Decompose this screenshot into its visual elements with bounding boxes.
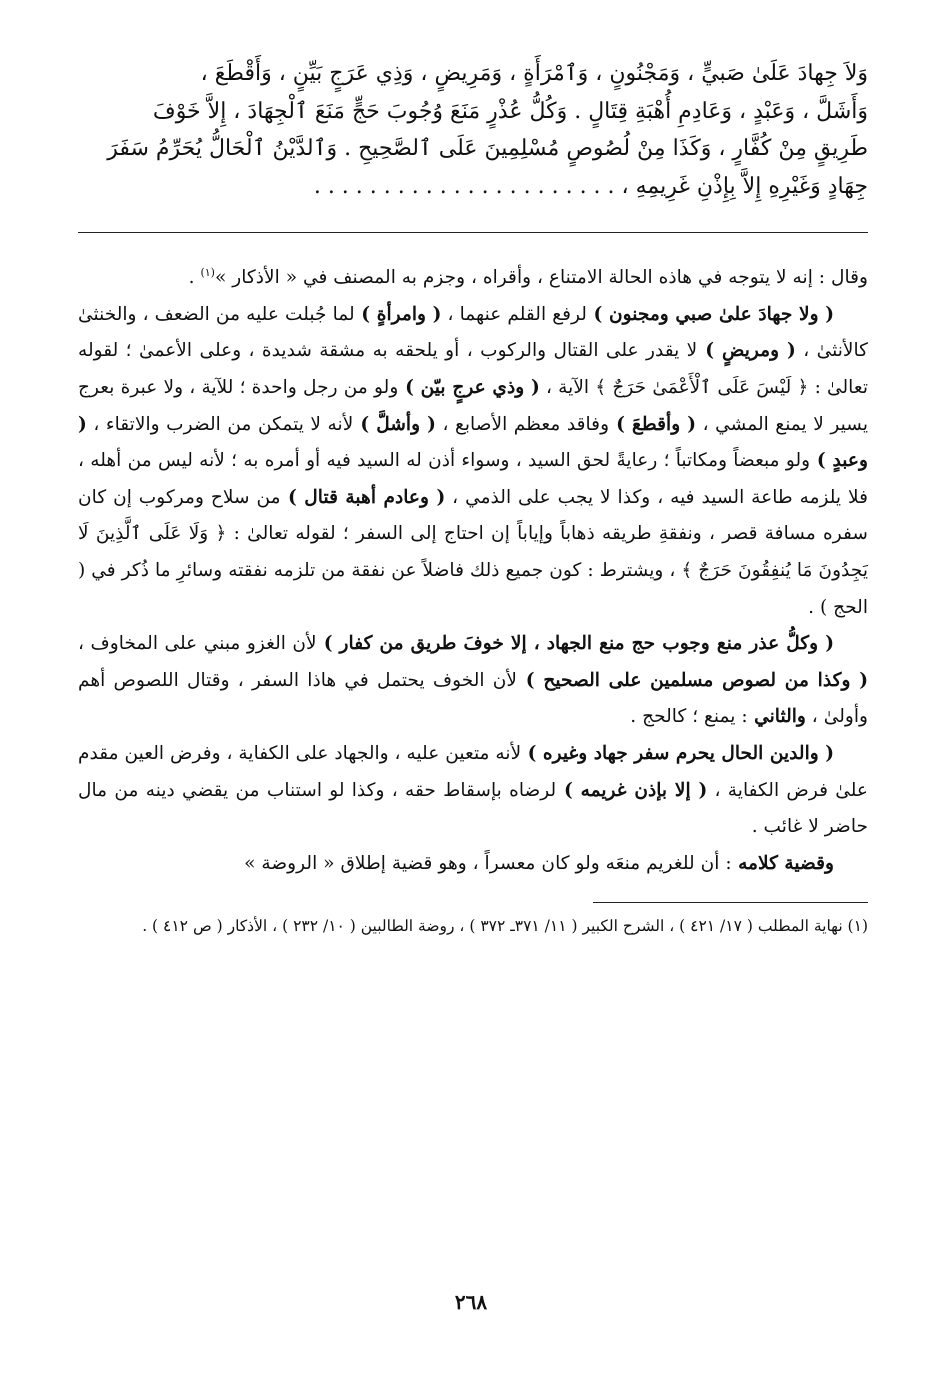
commentary-text: لأنه متعين عليه ، والجهاد على الكفاية ، وفرض العين مقدم علىٰ فرض الكفاية ، (77, 742, 868, 801)
matn-line: طَرِيقٍ مِنْ كُفَّارٍ ، وَكَذَا مِنْ لُصُوصٍ مُسْلِمِينَ عَلَى ٱلصَّحِيحِ . وَٱلدَّيْنُ ٱلْحَالُّ يُحَرِّمُ سَفَرَ (107, 136, 868, 161)
paragraph-2 (78, 626, 868, 736)
paragraph-1 (78, 297, 868, 626)
matn-quote: ( وامرأةٍ ) (354, 303, 442, 325)
matn-quote: ( وأشلَّ ) (353, 413, 436, 435)
paragraph-4 (78, 846, 868, 883)
matn-quote: ( إلا بإذن غريمه ) (556, 779, 708, 801)
footnote-ref[interactable]: (١) (200, 266, 215, 279)
matn-divider (78, 232, 868, 233)
commentary-text: لرضاه بإسقاط حقه ، وكذا لو استناب من يقضي دينه من مال حاضر لا غائب . (78, 779, 868, 838)
commentary-text: لأن الخوف يحتمل في هاذا السفر ، وقتال اللصوص أهم وأولىٰ ، (78, 669, 868, 728)
matn-quote: ( ومريضٍ ) (697, 340, 796, 362)
matn-quote: ( وأقطعَ ) (609, 413, 697, 435)
commentary-text: من سلاح ومركوب إن كان سفره مسافة قصر ، ونفقةِ طريقه ذهاباً وإياباً إن احتاج إلى السفر ؛ لقوله تعالىٰ : ﴿ وَلَا عَلَى ٱلَّذِينَ لَا يَجِدُونَ مَا يُنفِقُونَ حَرَجٌ ﴾ ، ويشترط : كون جميع ذلك فاضلاً عن نفقة من تلزمه نفقته وسائرِ ما ذُكر في ( الحج ) . (78, 486, 868, 618)
page-body (78, 55, 868, 940)
commentary-text: : أن للغريم منعَه ولو كان معسراً ، وهو قضية إطلاق « الروضة » (244, 852, 732, 874)
matn-quote: والثاني (747, 706, 806, 728)
matn-quote: وقضية كلامه (731, 852, 834, 874)
commentary-text: لرفع القلم عنهما ، (441, 303, 587, 325)
commentary-text: لأنه لا يتمكن من الضرب والاتقاء ، (86, 413, 354, 435)
matn-quote: ( وعبدٍ ) (78, 413, 868, 472)
commentary-text: لا يقدر على القتال والركوب ، أو يلحقه به مشقة شديدة ، وعلى الأعمىٰ ؛ لقوله تعالىٰ : ﴿ لَيْسَ عَلَى ٱلْأَعْمَىٰ حَرَجٌ ﴾ الآية ، (78, 340, 868, 398)
commentary-text: لأن الغزو مبني على المخاوف ، (78, 633, 317, 655)
matn-quote: ( وكذا من لصوص مسلمين على الصحيح ) (517, 669, 868, 691)
matn-text (78, 55, 868, 205)
matn-line: جِهَادٍ وَغَيْرِهِ إِلاَّ بِإِذْنِ غَرِيمِهِ ، . . . . . . . . . . . . . . . . . . . . . . (313, 173, 868, 199)
commentary-text: ولو من رجل واحدة ؛ للآية ، ولا عبرة بعرج يسير لا يمنع المشي ، (78, 376, 868, 435)
page-number: ٢٦٨ (454, 1290, 488, 1314)
commentary-text: ولو مبعضاً ومكاتباً ؛ رعايةً لحق السيد ، وسواء أذن له السيد فيه أو أمره به ؛ لأنه ليس من أهله ، فلا يلزمه طاعة السيد فيه ، وكذا لا يجب على الذمي ، (78, 450, 868, 508)
matn-quote: ( وعادم أهبة قتال ) (280, 486, 446, 508)
commentary-text: لما جُبلت عليه من الضعف ، والخنثىٰ كالأنثىٰ ، (78, 303, 868, 362)
footnote-divider (593, 902, 868, 903)
paragraph-3 (78, 736, 868, 846)
commentary-text: وفاقد معظم الأصابع ، (435, 413, 610, 435)
intro-paragraph: وقال : إنه لا يتوجه في هاذه الحالة الامتناع ، وأقراه ، وجزم به المصنف في « الأذكار »$^{(١)}$ . (188, 266, 868, 289)
commentary-text: : يمنع ؛ كالحج . (630, 706, 748, 728)
matn-line: وَأَشَلَّ ، وَعَبْدٍ ، وَعَادِمِ أُهْبَةِ قِتَالٍ . وَكُلُّ عُذْرٍ مَنَعَ وُجُوبَ حَجٍّ مَنَعَ ٱلْجِهَادَ ، إِلاَّ خَوْفَ (152, 98, 868, 124)
matn-quote: ( وذي عرجٍ بيّن ) (398, 376, 540, 398)
matn-line: وَلاَ جِهادَ عَلَىٰ صَبيٍّ ، وَمَجْنُونٍ ، وَٱمْرَأَةٍ ، وَمَرِيضٍ ، وَذِي عَرَجٍ بَيِّنٍ ، وَأَقْطَعَ ، (200, 61, 868, 86)
matn-quote: ( والدين الحال يحرم سفر جهاد وغيره ) (521, 742, 834, 764)
matn-quote: ( ولا جهادَ علىٰ صبي ومجنون ) (586, 303, 834, 325)
footnote: (١) نهاية المطلب ( ١٧/ ٤٢١ ) ، الشرح الكبير ( ١١/ ٣٧١ـ ٣٧٢ ) ، روضة الطالبين ( ١٠/ ٢٣٢ ) ، الأذكار ( ص ٤١٢ ) . (142, 917, 868, 936)
commentary (78, 255, 868, 882)
matn-quote: ( وكلُّ عذر منع وجوب حج منع الجهاد ، إلا خوفَ طريق من كفار ) (316, 633, 834, 655)
